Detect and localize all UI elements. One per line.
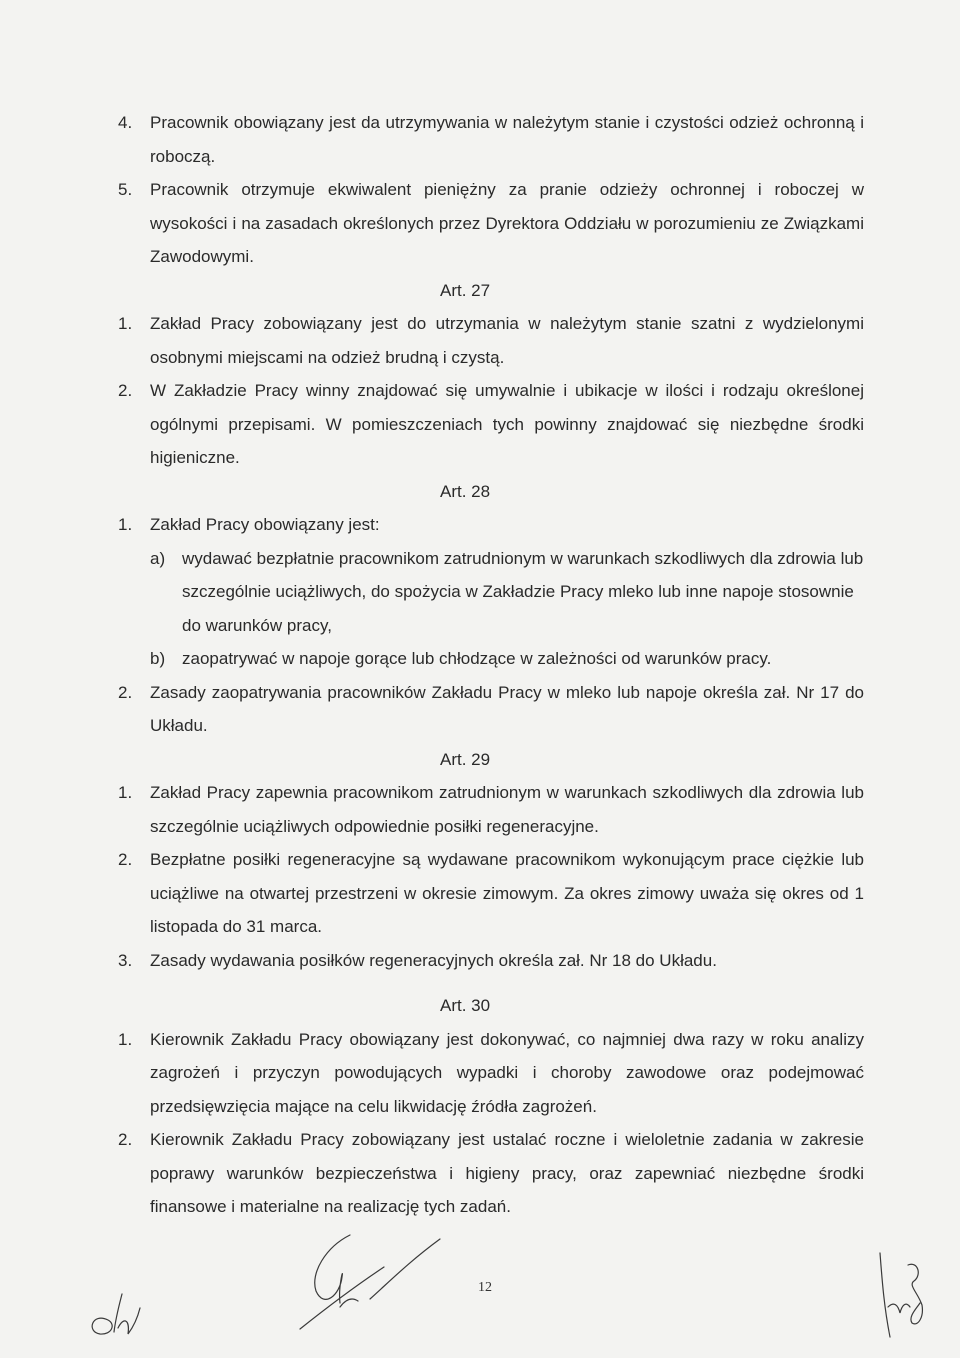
signature-center xyxy=(280,1225,450,1335)
list-item: 2. Bezpłatne posiłki regeneracyjne są wydawane pracownikom wykonującym prace ciężkie lub uciążliwe na otwartej przestrzeni w okresie zimowym. Za okres zimowy uważa się okres od 1 listopada do 31 marca. xyxy=(118,850,864,936)
list-item: 1. Zakład Pracy obowiązany jest: xyxy=(118,515,380,534)
list-item: 1. Zakład Pracy zapewnia pracownikom zatrudnionym w warunkach szkodliwych dla zdrowia lub szczególnie uciążliwych odpowiednie posiłki regeneracyjne. xyxy=(118,783,864,836)
article-heading: Art. 29 xyxy=(440,749,491,769)
initials-signature-right xyxy=(868,1245,938,1345)
list-item: 3. Zasady wydawania posiłków regeneracyjnych określa zał. Nr 18 do Układu. xyxy=(118,950,717,970)
list-item: 1. Kierownik Zakładu Pracy obowiązany jest dokonywać, co najmniej dwa razy w roku analizy zagrożeń i przyczyn powodujących wypadki i choroby zawodowe oraz podejmować przedsięwzięcia mające na celu likwidację źródła zagrożeń. xyxy=(118,1029,864,1116)
initials-signature-left xyxy=(78,1280,168,1350)
article-heading: Art. 28 xyxy=(440,481,491,501)
list-item: 5. Pracownik otrzymuje ekwiwalent pieniężny za pranie odzieży ochronnej i roboczej w wysokości i na zasadach określonych przez Dyrektora Oddziału w porozumieniu ze Związkami Zawodowymi. xyxy=(118,180,864,266)
sub-list-item: a) wydawać bezpłatnie pracownikom zatrudnionym w warunkach szkodliwych dla zdrowia lub szczególnie uciążliwych, do spożycia w Zakładzie Pracy mleko lub inne napoje stosownie do warunków pracy, xyxy=(150,548,864,635)
list-item: 2. Zasady zaopatrywania pracowników Zakładu Pracy w mleko lub napoje określa zał. Nr 17 do Układu. xyxy=(118,682,864,735)
article-heading: Art. 30 xyxy=(440,996,491,1015)
list-item: 1. Zakład Pracy zobowiązany jest do utrzymania w należytym stanie szatni z wydzielonymi osobnymi miejscami na odzież brudną i czystą. xyxy=(118,314,864,367)
list-item: 2. Kierownik Zakładu Pracy zobowiązany jest ustalać roczne i wieloletnie zadania w zakresie poprawy warunków bezpieczeństwa i higieny pracy, oraz zapewniać niezbędne środki finansowe i materialne na realizację tych zadań. xyxy=(118,1130,864,1216)
article-heading: Art. 27 xyxy=(440,280,491,300)
sub-list-item: b) zaopatrywać w napoje gorące lub chłodzące w zależności od warunków pracy. xyxy=(150,649,772,668)
page-number: 12 xyxy=(478,1280,492,1295)
list-item: 2. W Zakładzie Pracy winny znajdować się umywalnie i ubikacje w ilości i rodzaju określonej ogólnymi przepisami. W pomieszczeniach tych powinny znajdować się niezbędne środki higieniczne. xyxy=(118,381,864,467)
document-body xyxy=(118,106,864,1224)
list-item: 4. Pracownik obowiązany jest da utrzymywania w należytym stanie i czystości odzież ochronną i roboczą. xyxy=(118,113,864,166)
